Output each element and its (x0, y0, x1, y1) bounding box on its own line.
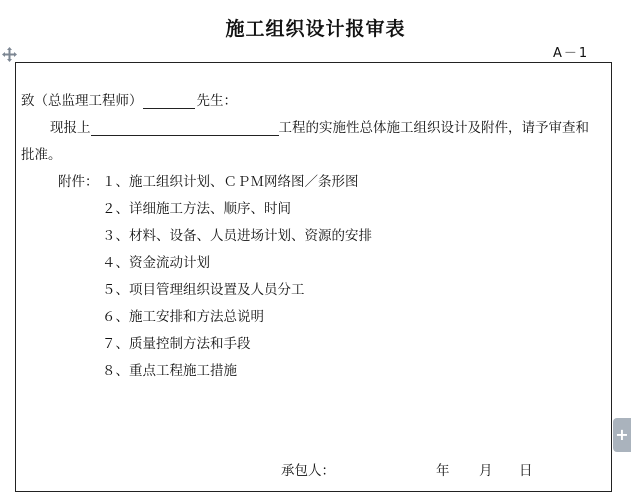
plus-icon[interactable]: + (613, 418, 631, 452)
form-code: A－1 (553, 46, 590, 61)
attachment-item: ７、质量控制方法和手段 (102, 336, 251, 352)
addressee-suffix: 先生： (196, 93, 237, 109)
attachment-item: ４、资金流动计划 (102, 255, 210, 271)
attachment-item: ３、材料、设备、人员进场计划、资源的安排 (102, 228, 372, 244)
month-label: 月 (479, 463, 493, 479)
project-name-blank[interactable] (91, 120, 279, 136)
attachment-item: １、施工组织计划、ＣＰＭ网络图／条形图 (102, 174, 359, 190)
addressee-line (21, 89, 237, 109)
body-line-2: 批准。 (21, 147, 62, 163)
addressee-prefix: 致（总监理工程师） (21, 93, 143, 109)
body-suffix: 工程的实施性总体施工组织设计及附件，请予审查和 (278, 120, 589, 136)
body-prefix: 现报上 (50, 120, 91, 136)
attachments-label: 附件： (58, 174, 99, 190)
contractor-label: 承包人： (281, 463, 335, 479)
year-label: 年 (436, 463, 450, 479)
body-line-1 (50, 116, 589, 136)
attachment-item: ６、施工安排和方法总说明 (102, 309, 264, 325)
day-label: 日 (519, 463, 533, 479)
move-icon[interactable] (2, 47, 17, 62)
attachment-item: ８、重点工程施工措施 (102, 363, 237, 379)
attachment-item: ２、详细施工方法、顺序、时间 (102, 201, 291, 217)
engineer-name-blank[interactable] (143, 93, 195, 109)
attachment-item: ５、项目管理组织设置及人员分工 (102, 282, 305, 298)
document-title: 施工组织设计报审表 (225, 18, 406, 40)
